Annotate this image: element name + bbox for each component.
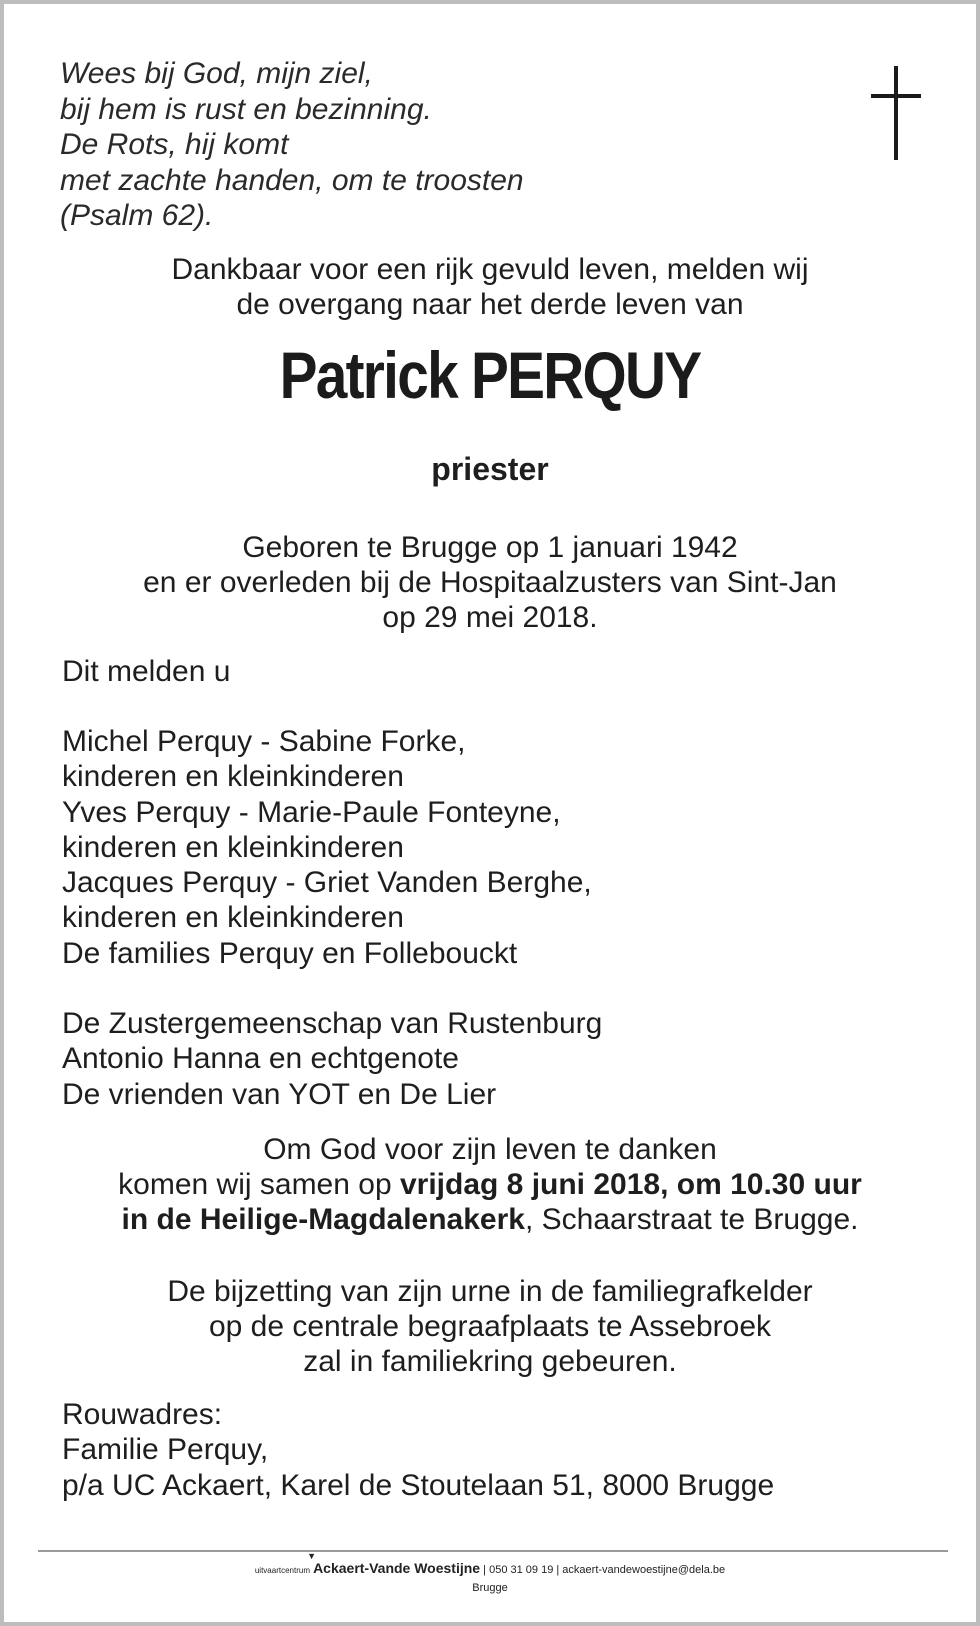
footer-phone: 050 31 09 19 — [489, 1564, 554, 1576]
birth-death-info — [4, 530, 976, 635]
burial-line: De bijzetting van zijn urne in de familiegrafkelder — [167, 1275, 813, 1308]
deceased-title: priester — [431, 451, 549, 487]
footer-separator: | — [483, 1564, 487, 1576]
family-line: Michel Perquy - Sabine Forke, — [62, 725, 466, 758]
burial-info — [4, 1274, 976, 1379]
intro-line: de overgang naar het derde leven van — [236, 288, 744, 321]
psalm-quote — [60, 56, 524, 234]
family-line: kinderen en kleinkinderen — [62, 830, 404, 864]
service-line — [4, 1202, 976, 1237]
footer-brand — [307, 1551, 481, 1576]
family-line: Jacques Perquy - Griet Vanden Berghe, — [62, 866, 592, 900]
family-line: Yves Perquy - Marie-Paule Fonteyne, — [62, 795, 561, 829]
psalm-line: bij hem is rust en bezinning. — [60, 92, 432, 126]
service-info — [4, 1132, 976, 1237]
others-line: De Zustergemeenschap van Rustenburg — [62, 1007, 603, 1040]
birth-death-line: en er overleden bij de Hospitaalzusters van Sint-Jan — [143, 566, 837, 599]
footer-brand-name: Ackaert-Vande Woestijne — [313, 1560, 481, 1576]
footer-divider — [38, 1550, 948, 1552]
psalm-line: De Rots, hij komt — [60, 128, 289, 161]
cross-icon — [866, 62, 926, 162]
family-line: kinderen en kleinkinderen — [62, 901, 404, 935]
psalm-line: met zachte handen, om te troosten — [60, 163, 524, 197]
mourning-address — [62, 1397, 774, 1503]
funeral-home-footer — [4, 1551, 976, 1594]
others-list — [62, 1006, 602, 1112]
birth-death-line: op 29 mei 2018. — [382, 601, 598, 634]
service-line — [4, 1167, 976, 1202]
footer-prefix: uitvaartcentrum — [254, 1566, 310, 1575]
others-line: De vrienden van YOT en De Lier — [62, 1077, 497, 1111]
service-church: in de Heilige-Magdalenakerk — [121, 1203, 525, 1236]
others-line: Antonio Hanna en echtgenote — [62, 1042, 459, 1076]
intro-text — [4, 252, 976, 322]
address-line: Familie Perquy, — [62, 1433, 269, 1467]
footer-email: ackaert-vandewoestijne@dela.be — [562, 1564, 726, 1576]
service-datetime: vrijdag 8 juni 2018, om 10.30 uur — [399, 1168, 862, 1201]
announce-label: Dit melden u — [62, 655, 231, 688]
psalm-line: Wees bij God, mijn ziel, — [60, 57, 373, 90]
service-line: Om God voor zijn leven te danken — [263, 1133, 717, 1166]
address-line: p/a UC Ackaert, Karel de Stoutelaan 51, 8000 Brugge — [62, 1468, 775, 1502]
family-list — [62, 724, 592, 971]
footer-separator: | — [556, 1564, 560, 1576]
service-text: komen wij samen op — [118, 1168, 400, 1201]
family-line: kinderen en kleinkinderen — [62, 760, 404, 794]
service-street: , Schaarstraat te Brugge. — [524, 1203, 859, 1236]
family-line: De families Perquy en Follebouckt — [62, 936, 518, 970]
intro-line: Dankbaar voor een rijk gevuld leven, melden wij — [171, 253, 809, 286]
burial-line: zal in familiekring gebeuren. — [303, 1345, 677, 1378]
birth-death-line: Geboren te Brugge op 1 januari 1942 — [242, 531, 738, 564]
footer-city: Brugge — [472, 1582, 508, 1594]
deceased-name: Patrick PERQUY — [279, 338, 701, 412]
brand-arrow-icon: ▼ — [307, 1551, 316, 1561]
psalm-line: (Psalm 62). — [60, 199, 214, 232]
address-line: Rouwadres: — [62, 1398, 223, 1431]
burial-line: op de centrale begraafplaats te Assebroek — [208, 1310, 772, 1343]
